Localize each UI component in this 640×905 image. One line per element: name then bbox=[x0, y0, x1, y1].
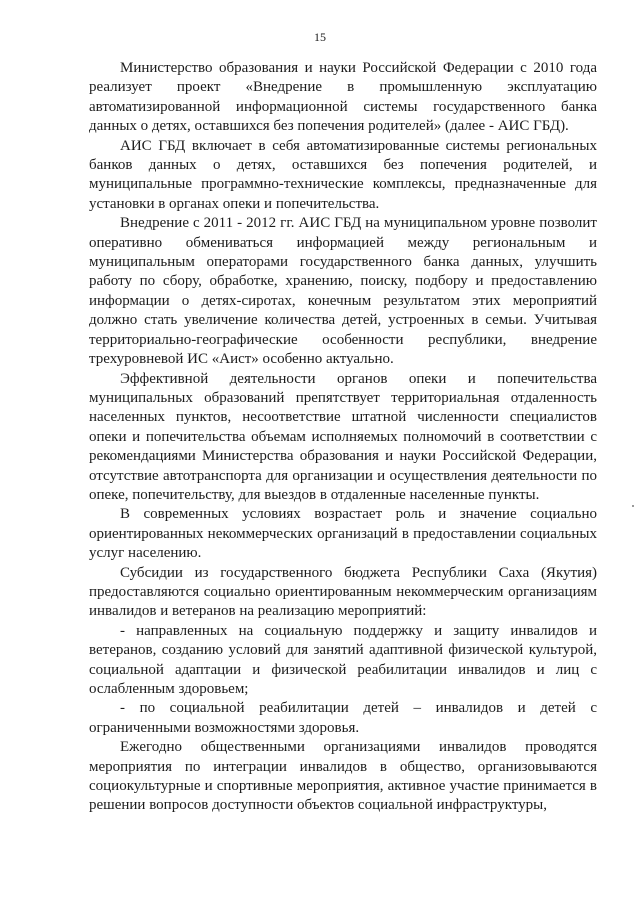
document-body bbox=[89, 59, 597, 816]
paragraph-ais-gbd-composition: АИС ГБД включает в себя автоматизированные системы региональных банков данных о детях, оставшихся без попечения родителей, и муниципальные программно-технические комплексы, предназначенные для установки в органах опеки и попечительства. bbox=[89, 137, 597, 212]
paragraph-municipal-implementation: Внедрение с 2011 - 2012 гг. АИС ГБД на муниципальном уровне позволит оперативно обмениваться информацией между региональным и муниципальным операторами государственного банка данных, улучшить работу по сбору, обработке, хранению, поиску, подбору и предоставлению информации о детях-сиротах, конечным результатом этих мероприятий должно стать увеличение количества детей, устроенных в семьи. Учитывая территориально-географические особенности республики, внедрение трехуровневой ИС «Аист» особенно актуально. bbox=[89, 215, 597, 368]
page-number: 15 bbox=[314, 30, 326, 44]
paragraph-nonprofit-role: В современных условиях возрастает роль и значение социально ориентированных некоммерческих организаций в предоставлении социальных услуг населению. bbox=[89, 506, 597, 562]
paragraph-subsidies: Субсидии из государственного бюджета Республики Саха (Якутия) предоставляются социально ориентированным некоммерческим организациям инвалидов и ветеранов на реализацию мероприятий: bbox=[89, 564, 597, 620]
scan-speck bbox=[632, 505, 634, 507]
list-item-social-support: - направленных на социальную поддержку и защиту инвалидов и ветеранов, созданию условий для занятий адаптивной физической культурой, социальной адаптации и физической реабилитации инвалидов и лиц с ослабленным здоровьем; bbox=[89, 622, 597, 697]
paragraph-ais-gbd-project: Министерство образования и науки Российской Федерации с 2010 года реализует проект «Внедрение в промышленную эксплуатацию автоматизированной информационной системы государственного банка данных о детях, оставшихся без попечения родителей» (далее - АИС ГБД). bbox=[89, 60, 597, 135]
paragraph-annual-events: Ежегодно общественными организациями инвалидов проводятся мероприятия по интеграции инвалидов в общество, организовываются социокультурные и спортивные мероприятия, активное участие принимается в решении вопросов доступности объектов социальной инфраструктуры, bbox=[89, 739, 597, 814]
list-item-child-rehabilitation: - по социальной реабилитации детей – инвалидов и детей с ограниченными возможностями здоровья. bbox=[89, 700, 597, 736]
paragraph-guardianship-obstacles: Эффективной деятельности органов опеки и попечительства муниципальных образований препятствует территориальная отдаленность населенных пунктов, несоответствие штатной численности специалистов опеки и попечительства объемам исполняемых полномочий в соответствии с рекомендациями Министерства образования и науки Российской Федерации, отсутствие автотранспорта для организации и осуществления деятельности по опеке, попечительству, для выездов в отдаленные населенные пункты. bbox=[89, 370, 597, 503]
